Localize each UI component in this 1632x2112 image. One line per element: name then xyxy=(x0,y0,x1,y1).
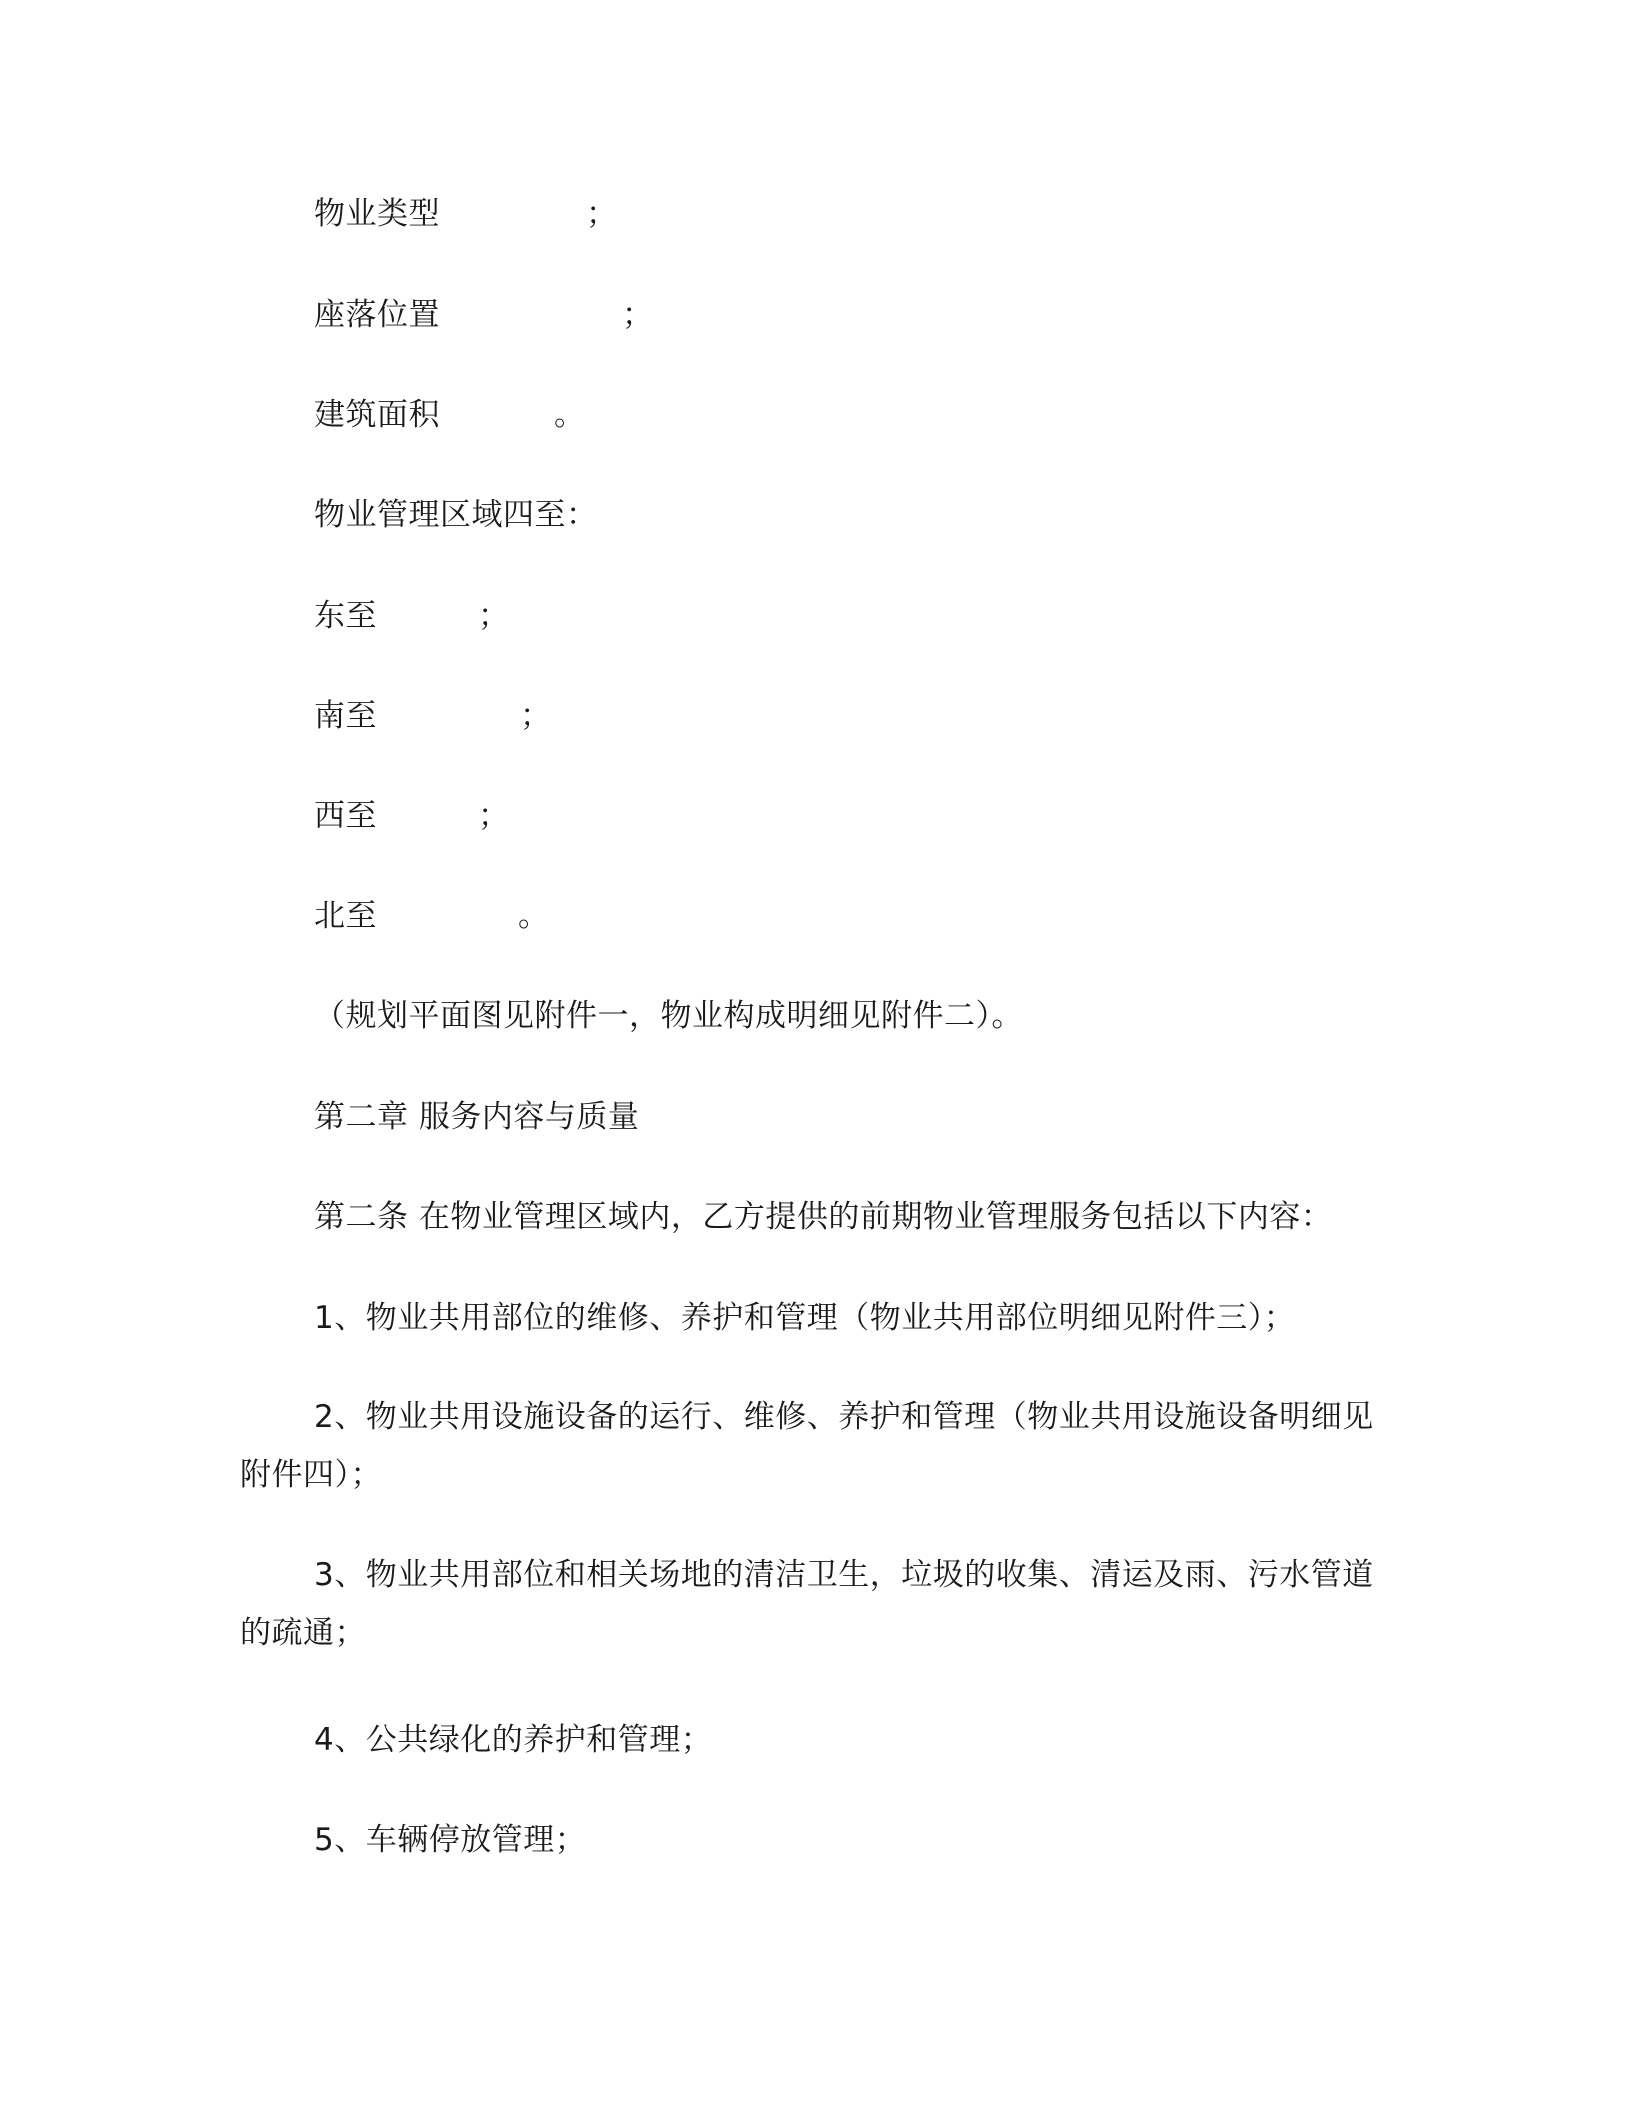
boundary-heading: 物业管理区域四至： xyxy=(314,497,598,533)
boundary-south-label: 南至 xyxy=(314,698,377,734)
service-item: 1、物业共用部位的维修、养护和管理（物业共用部位明细见附件三）； xyxy=(314,1300,1296,1336)
attachment-note: （规划平面图见附件一，物业构成明细见附件二）。 xyxy=(314,998,1023,1034)
boundary-south-punct: ； xyxy=(520,698,551,734)
boundary-north-punct: 。 xyxy=(518,898,549,934)
boundary-east-punct: ； xyxy=(478,598,509,634)
service-item: 5、车辆停放管理； xyxy=(314,1822,587,1858)
building-area-punct: 。 xyxy=(554,397,585,433)
boundary-north-label: 北至 xyxy=(314,898,377,934)
service-item: 2、物业共用设施设备的运行、维修、养护和管理（物业共用设施设备明细见附件四）； xyxy=(240,1399,1374,1493)
boundary-east-label: 东至 xyxy=(314,598,377,634)
article-two: 第二条 在物业管理区域内，乙方提供的前期物业管理服务包括以下内容： xyxy=(314,1199,1333,1235)
service-item: 3、物业共用部位和相关场地的清洁卫生，垃圾的收集、清运及雨、污水管道的疏通； xyxy=(240,1557,1374,1651)
service-item: 4、公共绿化的养护和管理； xyxy=(314,1722,713,1758)
boundary-west-label: 西至 xyxy=(314,798,377,834)
property-type-punct: ； xyxy=(586,196,617,232)
chapter-title: 第二章 服务内容与质量 xyxy=(314,1099,640,1135)
building-area-label: 建筑面积 xyxy=(314,397,440,433)
property-type-label: 物业类型 xyxy=(314,196,440,232)
location-label: 座落位置 xyxy=(314,297,440,333)
location-punct: ； xyxy=(622,297,653,333)
boundary-west-punct: ； xyxy=(478,798,509,834)
